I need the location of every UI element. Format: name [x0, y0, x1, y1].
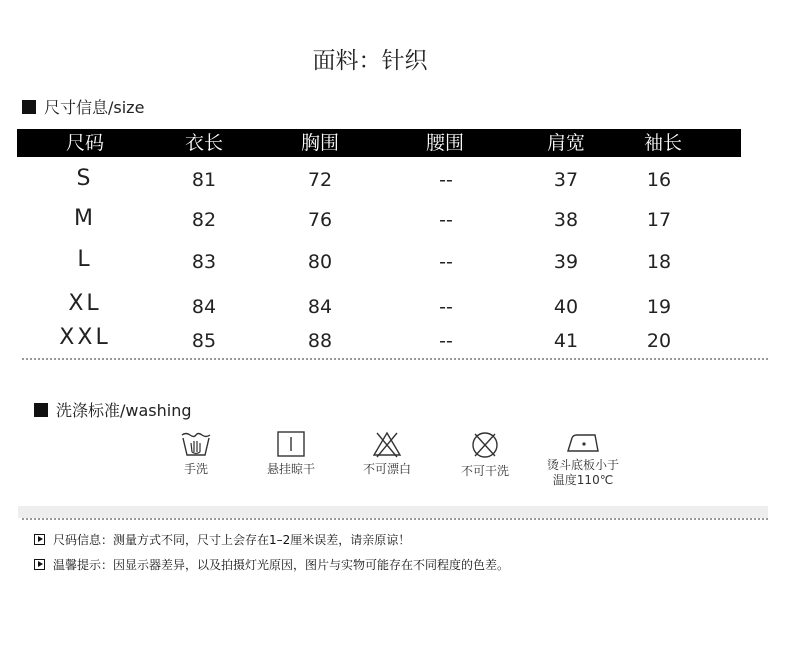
note-text: 温馨提示：因显示器差异，以及拍摄灯光原因，图片与实物可能存在不同程度的色差。: [53, 558, 510, 572]
wash-item-hang-dry: [236, 430, 346, 477]
header-size: 尺码: [65, 132, 105, 154]
no-bleach-icon: [371, 430, 403, 458]
note-color-warning: [34, 556, 509, 573]
table-cell: 37: [553, 169, 579, 191]
table-cell: 40: [553, 296, 579, 318]
table-cell: 39: [553, 251, 579, 273]
wash-label-line: 烫斗底板小于: [546, 458, 619, 472]
note-size-info: [34, 531, 410, 548]
header-chest: 胸围: [300, 132, 340, 154]
gray-band-divider: [18, 506, 768, 518]
table-cell: XL: [68, 291, 102, 316]
wash-item-hand-wash: [141, 430, 251, 477]
page-title: 面料：针织: [312, 48, 428, 74]
table-cell: 81: [191, 169, 217, 191]
table-cell: L: [77, 247, 93, 272]
table-cell: 76: [307, 209, 333, 231]
header-length: 衣长: [184, 132, 224, 154]
table-cell: 38: [553, 209, 579, 231]
table-cell: 88: [307, 330, 333, 352]
table-cell: 72: [307, 169, 333, 191]
washing-section-label: 洗涤标准/washing: [56, 401, 192, 420]
black-square-icon: [22, 100, 36, 114]
wash-item-iron-low: [528, 430, 638, 488]
hand-wash-icon: [179, 430, 213, 458]
size-section-heading: [22, 95, 144, 118]
no-dry-clean-icon: [470, 430, 500, 460]
wash-label: 悬挂晾干: [266, 462, 315, 476]
play-box-icon: [34, 534, 45, 545]
table-cell: 41: [553, 330, 579, 352]
size-section-label: 尺寸信息/size: [44, 98, 145, 117]
wash-label: [528, 458, 638, 488]
wash-item-no-bleach: [332, 430, 442, 477]
black-square-icon: [34, 403, 48, 417]
iron-low-icon: [565, 430, 601, 454]
table-cell: 83: [191, 251, 217, 273]
size-table-header: [17, 129, 741, 157]
washing-section-heading: [34, 398, 192, 421]
dotted-divider: [22, 518, 768, 520]
table-cell: --: [439, 296, 453, 318]
table-cell: 82: [191, 209, 217, 231]
wash-label: 不可干洗: [460, 464, 509, 478]
play-box-icon: [34, 559, 45, 570]
table-cell: --: [439, 251, 453, 273]
table-cell: --: [439, 209, 453, 231]
hang-dry-icon: [276, 430, 306, 458]
table-cell: --: [439, 330, 453, 352]
dotted-divider: [22, 358, 768, 360]
table-cell: 18: [646, 251, 672, 273]
table-cell: 19: [646, 296, 672, 318]
table-cell: 80: [307, 251, 333, 273]
wash-label: 不可漂白: [362, 462, 411, 476]
table-cell: 85: [191, 330, 217, 352]
table-cell: S: [76, 166, 94, 191]
wash-label-line: 温度110℃: [552, 473, 614, 487]
wash-item-no-dry-clean: [430, 430, 540, 479]
note-text: 尺码信息：测量方式不同，尺寸上会存在1–2厘米误差，请亲原谅！: [53, 533, 411, 547]
table-cell: 84: [307, 296, 333, 318]
table-cell: 84: [191, 296, 217, 318]
table-cell: 20: [646, 330, 672, 352]
table-cell: M: [74, 206, 96, 231]
header-sleeve: 袖长: [643, 132, 683, 154]
wash-label: 手洗: [183, 462, 208, 476]
table-cell: 17: [646, 209, 672, 231]
header-waist: 腰围: [425, 132, 465, 154]
table-cell: XXL: [59, 325, 111, 350]
header-shoulder: 肩宽: [546, 132, 586, 154]
table-cell: --: [439, 169, 453, 191]
table-cell: 16: [646, 169, 672, 191]
